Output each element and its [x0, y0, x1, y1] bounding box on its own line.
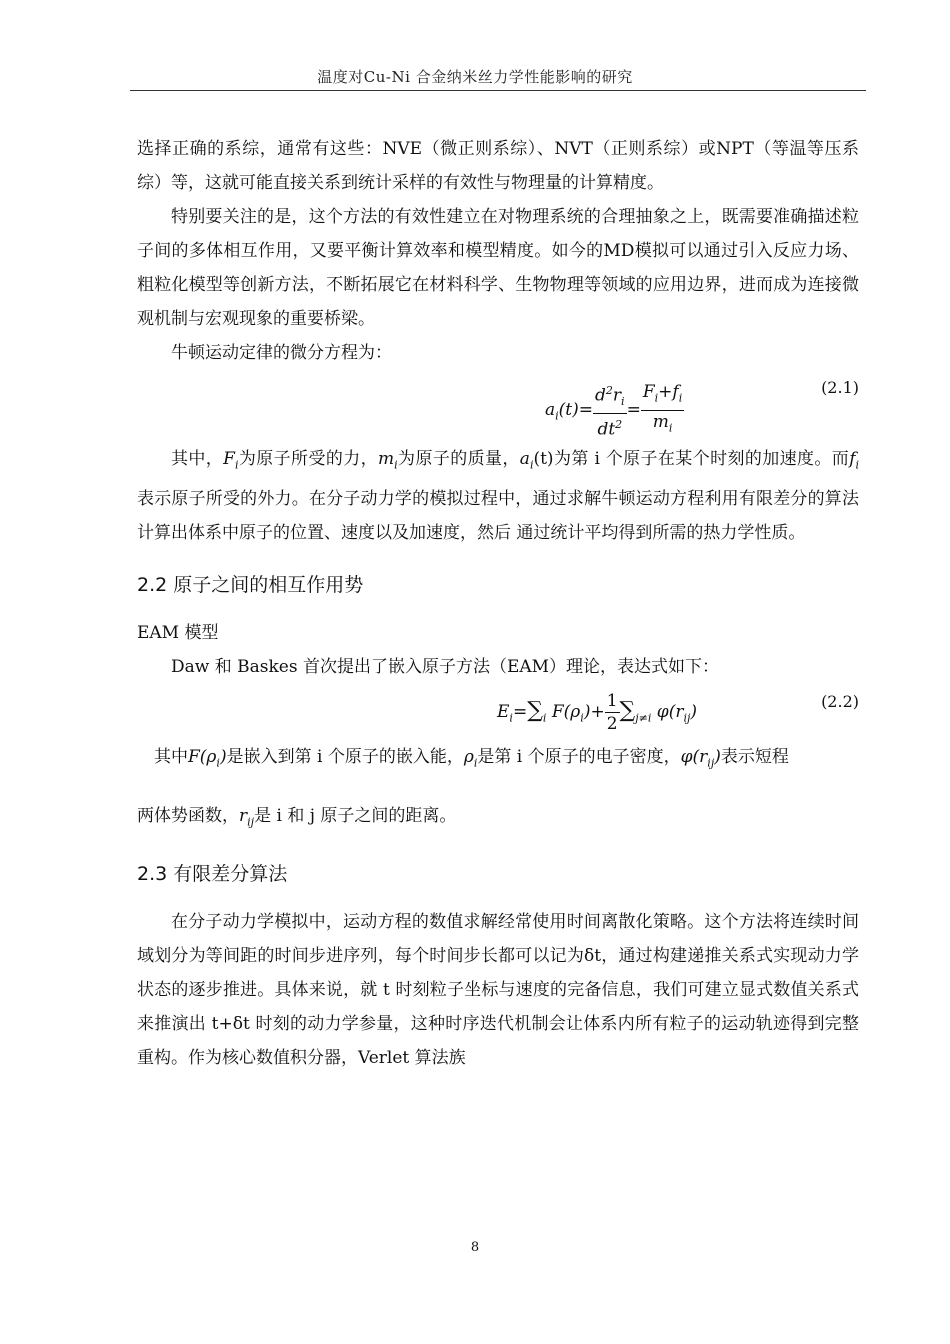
page-number: 8 — [470, 1240, 480, 1255]
paragraph-eam-terms: 其中$F(\rho_i)$是嵌入到第 i 个原子的嵌入能，$\rho_i$是第 i 个原子的电子密度，$\varphi(r_{ij})$表示短程 — [154, 747, 789, 770]
equation-2-2-formula: $E_i=\sum_i$ $F(\rho_i)+$ $\frac{1}{2}$ $\sum_{j\ne i}$ $\varphi(r_{ij})$ — [497, 691, 698, 735]
paragraph-newton-intro: 牛顿运动定律的微分方程为： — [171, 343, 392, 363]
equation-2-1-formula: $a_i(t)=$ $\frac{d^2r_i}{dt^2}$ = $\frac{F_i+f_i}{m_i}$ — [545, 380, 684, 441]
equation-2-1 — [137, 376, 859, 440]
equation-2-2 — [137, 684, 859, 740]
paragraph-newton-terms: 其中，$F_i$为原子所受的力，$m_i$为原子的质量，$a_i(t)$为第 i 个原子在某个时刻的加速度。而$f_i$表示原子所受的外力。在分子动力学的模拟过程中，通过求解牛顿运动方程利用有限差分的算法计算出体系中原子的位置、速度以及加速度，然后 通过统计平均得到所需的热力学性质。 — [137, 449, 860, 544]
paragraph-eam-intro: Daw 和 Baskes 首次提出了嵌入原子方法（EAM）理论，表达式如下： — [171, 657, 720, 678]
paragraph-ensemble: 选择正确的系综，通常有这些：NVE（微正则系综）、NVT（正则系综）或NPT（等温等压系综）等，这就可能直接关系到统计采样的有效性与物理量的计算精度。 — [137, 139, 859, 193]
page-body — [137, 132, 859, 1075]
equation-2-1-number: (2.1) — [821, 378, 859, 397]
header-rule — [130, 90, 866, 91]
equation-2-2-number: (2.2) — [821, 692, 859, 712]
eam-model-title: EAM 模型 — [137, 623, 219, 644]
paragraph-finite-difference: 在分子动力学模拟中，运动方程的数值求解经常使用时间离散化策略。这个方法将连续时间域划分为等间距的时间步进序列，每个时间步长都可以记为δt，通过构建递推关系式实现动力学状态的逐步推进。具体来说，就 t 时刻粒子坐标与速度的完备信息，我们可建立显式数值关系式来推演出 t+δt 时刻的动力学参量，这种时序迭代机制会让体系内所有粒子的运动轨迹得到完整重构。作为核心数值积分器，Verlet 算法族 — [137, 912, 859, 1069]
paragraph-eam-terms-cont: 两体势函数，$r_{ij}$是 i 和 j 原子之间的距离。 — [137, 805, 457, 829]
running-header: 温度对Cu-Ni 合金纳米丝力学性能影响的研究 — [317, 68, 633, 86]
section-heading-2-2: 2.2 原子之间的相互作用势 — [137, 574, 364, 597]
paragraph-md-validity: 特别要关注的是，这个方法的有效性建立在对物理系统的合理抽象之上，既需要准确描述粒子间的多体相互作用，又要平衡计算效率和模型精度。如今的MD模拟可以通过引入反应力场、粗粒化模型等创新方法，不断拓展它在材料科学、生物物理等领域的应用边界，进而成为连接微观机制与宏观现象的重要桥梁。 — [137, 207, 859, 329]
section-heading-2-3: 2.3 有限差分算法 — [137, 863, 288, 886]
